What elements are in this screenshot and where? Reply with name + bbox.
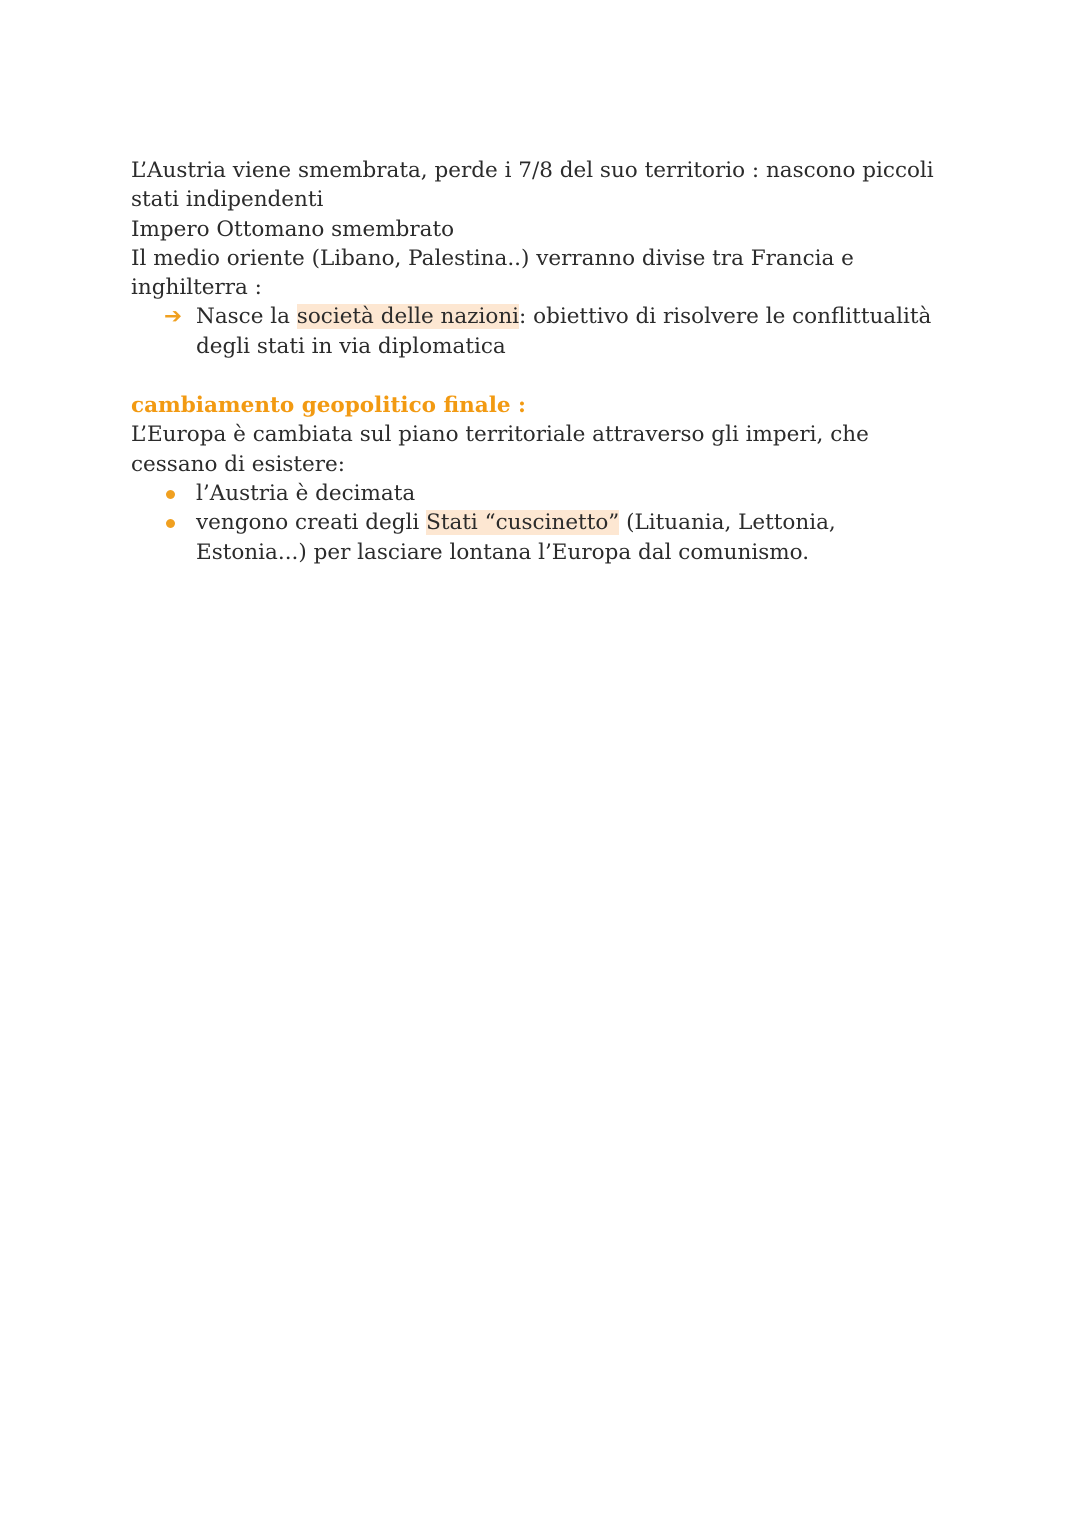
document-page	[131, 156, 961, 567]
text-line: cessano di esistere:	[131, 451, 346, 477]
bullet-list-item	[196, 508, 961, 567]
text-fragment: vengono creati degli	[196, 510, 427, 536]
highlighted-term: Stati “cuscinetto”	[426, 510, 620, 536]
text-line: stati indipendenti	[131, 187, 324, 213]
arrow-list-item	[164, 302, 961, 361]
text-line: L’Europa è cambiata sul piano territoriale attraverso gli imperi, che	[131, 422, 869, 448]
text-fragment: : obiettivo di risolvere le conflittualità	[519, 304, 932, 330]
text-line: l’Austria è decimata	[196, 480, 416, 506]
text-line: Il medio oriente (Libano, Palestina..) verranno divise tra Francia e	[131, 245, 854, 271]
highlighted-term: società delle nazioni	[296, 304, 520, 330]
bullet-list-item	[196, 479, 961, 508]
bullet-dot-icon	[166, 519, 175, 528]
text-line: L’Austria viene smembrata, perde i 7/8 del suo territorio : nascono piccoli	[131, 158, 934, 183]
text-line	[196, 302, 961, 331]
text-line	[196, 508, 961, 537]
text-line: degli stati in via diplomatica	[196, 333, 506, 359]
text-line: Estonia...) per lasciare lontana l’Europa dal comunismo.	[196, 539, 810, 565]
text-fragment: (Lituania, Lettonia,	[619, 510, 836, 536]
bullet-dot-icon	[166, 490, 175, 499]
text-fragment: Nasce la	[196, 304, 297, 330]
text-line: Impero Ottomano smembrato	[131, 216, 455, 242]
section-heading: cambiamento geopolitico finale :	[131, 393, 526, 419]
text-line: inghilterra :	[131, 275, 262, 301]
arrow-right-icon: ➔	[164, 304, 183, 330]
